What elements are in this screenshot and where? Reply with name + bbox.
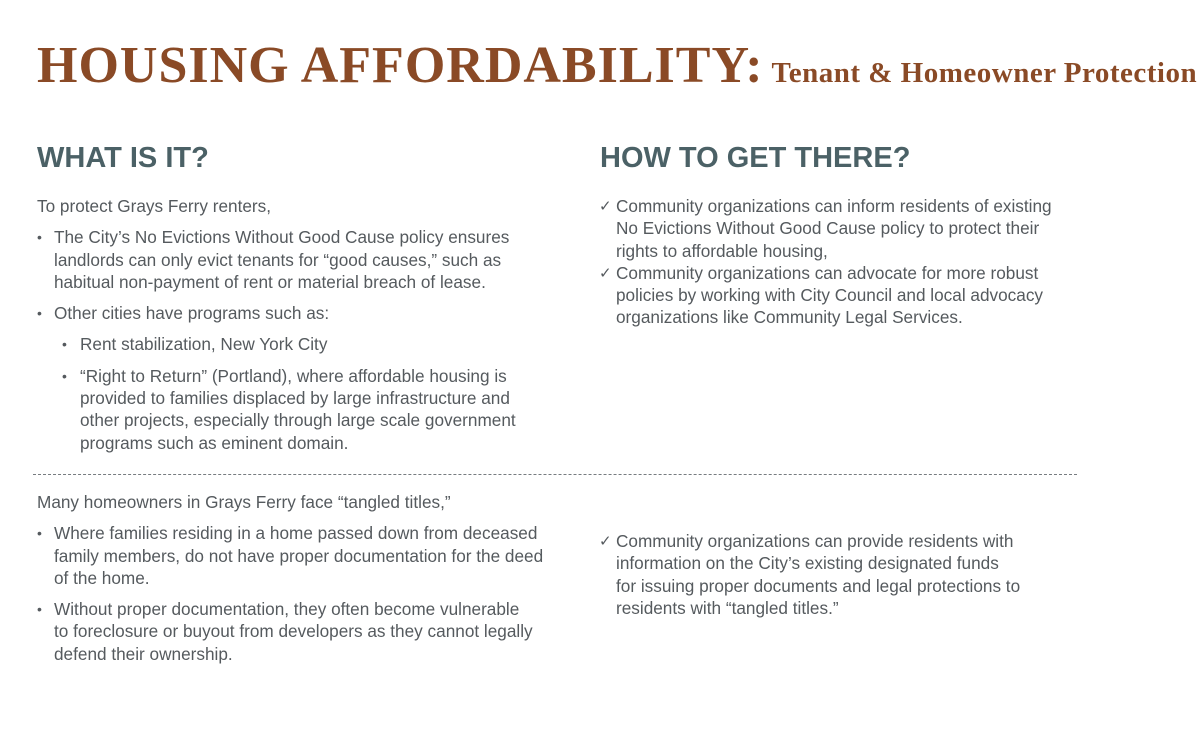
bullet-line: • “Right to Return” (Portland), where affordable housing is — [80, 365, 507, 386]
heading-how-to-get-there: HOW TO GET THERE? — [600, 142, 911, 174]
checkmark-icon: ✓ — [599, 198, 612, 215]
action-line: policies by working with City Council and local advocacy — [616, 285, 1044, 306]
list-item — [37, 226, 537, 293]
bullet-line: provided to families displaced by large infrastructure and — [80, 388, 510, 409]
homeowners-bullet-list — [37, 522, 557, 665]
action-line: for issuing proper documents and legal protections to — [616, 575, 1021, 596]
bullet-line: defend their ownership. — [54, 643, 233, 664]
homeowners-intro: Many homeowners in Grays Ferry face “tangled titles,” — [37, 492, 451, 512]
section-divider — [33, 474, 1077, 475]
checkmark-icon: ✓ — [599, 264, 612, 282]
list-item — [599, 195, 1079, 262]
list-item — [37, 522, 557, 589]
title-subtitle: Tenant & Homeowner Protection — [771, 57, 1197, 89]
bullet-line: • The City’s No Evictions Without Good Cause policy ensures — [54, 227, 510, 248]
action-line: residents with “tangled titles.” — [616, 597, 839, 618]
action-line: Community organizations can provide residents with — [616, 531, 1014, 551]
sub-list-item — [37, 365, 537, 454]
sub-list-item — [37, 333, 537, 355]
renters-description — [37, 195, 537, 454]
list-item — [37, 302, 537, 324]
title-main: HOUSING AFFORDABILITY: — [37, 37, 764, 94]
renters-actions — [599, 195, 1079, 329]
bullet-line: to foreclosure or buyout from developers as they cannot legally — [54, 621, 533, 642]
action-line: information on the City’s existing designated funds — [616, 553, 999, 574]
checkmark-icon: ✓ — [599, 533, 612, 550]
bullet-line: other projects, especially through large scale government — [80, 410, 516, 431]
renters-intro: To protect Grays Ferry renters, — [37, 196, 272, 216]
homeowners-description — [37, 491, 557, 665]
bullet-line: • Where families residing in a home passed down from deceased — [54, 523, 538, 544]
action-line: No Evictions Without Good Cause policy to protect their — [616, 218, 1040, 239]
heading-what-is-it: WHAT IS IT? — [37, 142, 209, 174]
action-line: Community organizations can advocate for more robust — [616, 262, 1039, 283]
bullet-line: of the home. — [54, 567, 150, 588]
bullet-line: habitual non-payment of rent or material breach of lease. — [54, 271, 486, 292]
action-line: rights to affordable housing, — [616, 240, 828, 261]
list-item — [599, 262, 1079, 329]
renters-bullet-list — [37, 226, 537, 454]
action-line: Community organizations can inform residents of existing — [616, 196, 1052, 216]
bullet-line: landlords can only evict tenants for “good causes,” such as — [54, 249, 502, 270]
page-title — [37, 36, 1197, 95]
list-item — [599, 530, 1079, 619]
bullet-line: • Without proper documentation, they often become vulnerable — [54, 599, 520, 620]
bullet-line: family members, do not have proper documentation for the deed — [54, 545, 544, 566]
action-line: organizations like Community Legal Services. — [616, 307, 963, 328]
bullet-line: programs such as eminent domain. — [80, 432, 349, 453]
homeowners-actions — [599, 530, 1079, 619]
bullet-line: • Rent stabilization, New York City — [80, 334, 328, 355]
bullet-line: • Other cities have programs such as: — [54, 303, 330, 324]
list-item — [37, 598, 557, 665]
